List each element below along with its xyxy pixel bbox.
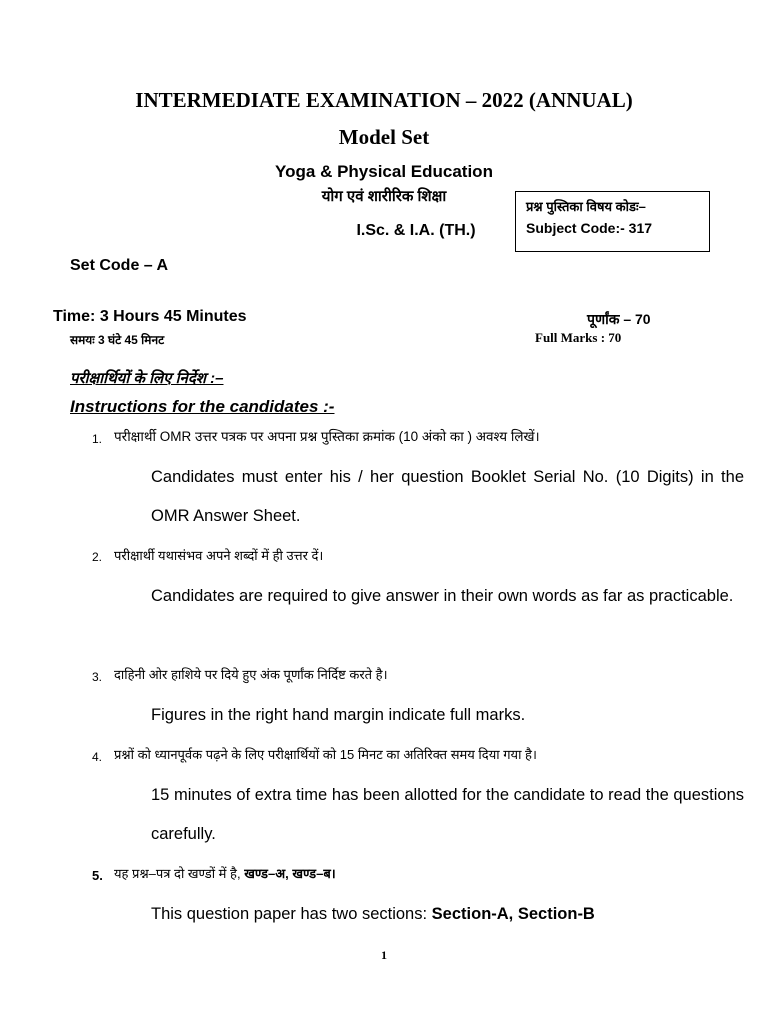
instruction-text-hindi: दाहिनी ओर हाशिये पर दिये हुए अंक पूर्णांक निर्दिष्ट करते है। — [114, 667, 388, 682]
stream-label: I.Sc. & I.A. (TH.) — [356, 222, 476, 239]
instruction-text-english — [151, 895, 744, 934]
full-marks-hindi: पूर्णांक – 70 — [587, 311, 651, 327]
instruction-text-hindi-bold: खण्ड–अ, खण्ड–ब। — [244, 866, 336, 881]
page-number: 1 — [381, 948, 387, 962]
instruction-text-english: Figures in the right hand margin indicate full marks. — [151, 706, 526, 724]
subject-code-label-hindi: प्रश्न पुस्तिका विषय कोडः– — [526, 199, 646, 214]
instruction-text-english: Candidates must enter his / her question Booklet Serial No. (10 Digits) in the OMR Answer Sheet. — [151, 468, 744, 525]
instruction-number: 5. — [92, 868, 103, 883]
instructions-heading-english: Instructions for the candidates :- — [70, 397, 335, 416]
instruction-text-english: 15 minutes of extra time has been allotted for the candidate to read the questions carefully. — [151, 786, 744, 843]
subject-name-english: Yoga & Physical Education — [275, 162, 493, 181]
full-marks-english: Full Marks : 70 — [535, 330, 622, 345]
model-set-heading: Model Set — [338, 125, 430, 149]
instruction-text-english-bold: Section-A, Section-B — [431, 905, 595, 923]
time-english: Time: 3 Hours 45 Minutes — [53, 308, 247, 325]
instruction-number: 1. — [92, 432, 103, 446]
instruction-text-hindi: प्रश्नों को ध्यानपूर्वक पढ़ने के लिए परीक्षार्थियों को 15 मिनट का अतिरिक्त समय दिया गया है। — [114, 747, 537, 762]
instruction-number: 3. — [92, 670, 103, 684]
instruction-text-hindi — [114, 864, 336, 882]
instruction-text-hindi-plain: यह प्रश्न–पत्र दो खण्डों में है, — [114, 866, 241, 881]
instruction-number: 2. — [92, 550, 103, 564]
exam-title: INTERMEDIATE EXAMINATION – 2022 (ANNUAL) — [135, 88, 633, 112]
instruction-number: 4. — [92, 750, 103, 764]
subject-code-label: Subject Code:- 317 — [526, 220, 653, 236]
time-hindi: समयः 3 घंटे 45 मिनट — [70, 333, 165, 347]
instruction-text-hindi: परीक्षार्थी यथासंभव अपने शब्दों में ही उत्तर दें। — [114, 548, 324, 563]
subject-code-box — [515, 191, 710, 252]
instruction-text-english: Candidates are required to give answer in their own words as far as practicable. — [151, 587, 734, 605]
instruction-text-english-plain: This question paper has two sections: — [151, 905, 428, 923]
set-code: Set Code – A — [70, 257, 169, 274]
instructions-heading-hindi: परीक्षार्थियों के लिए निर्देश :– — [70, 370, 224, 387]
subject-name-hindi: योग एवं शारीरिक शिक्षा — [321, 188, 447, 205]
instruction-text-hindi: परीक्षार्थी OMR उत्तर पत्रक पर अपना प्रश्न पुस्तिका क्रमांक (10 अंको का ) अवश्य लिखें। — [114, 429, 540, 444]
